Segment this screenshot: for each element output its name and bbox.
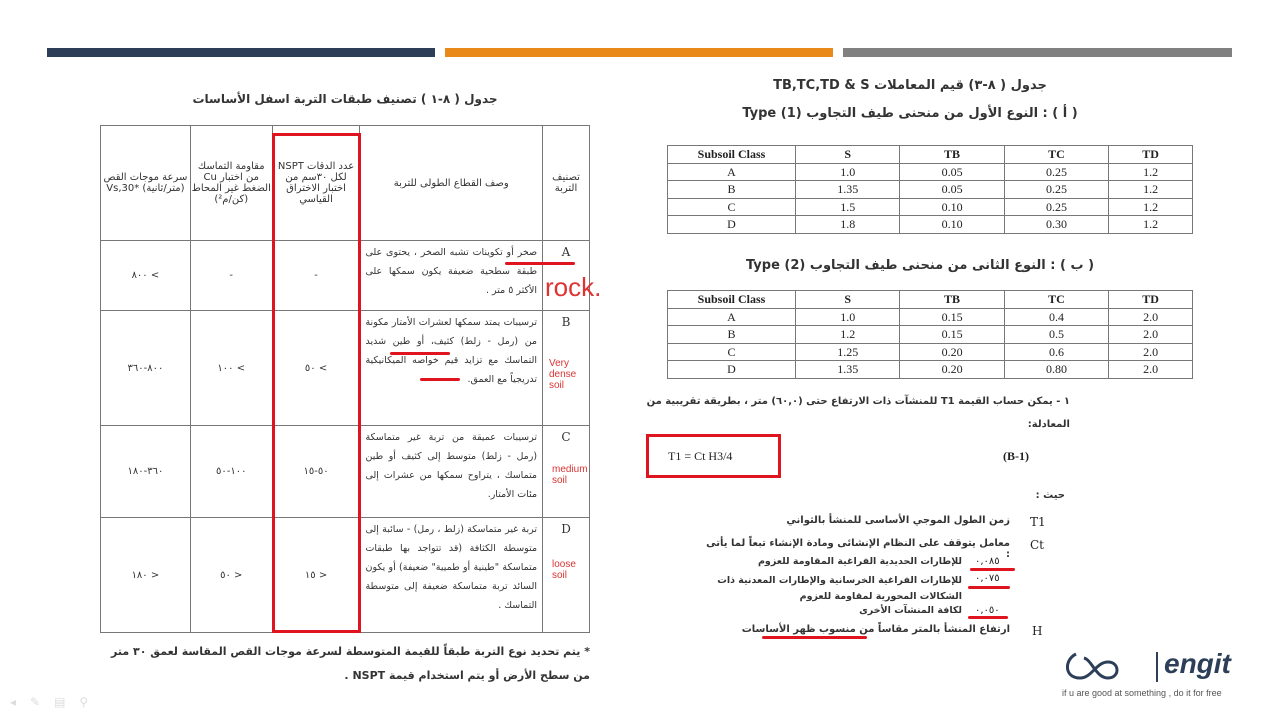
- table-cell: 0.20: [900, 343, 1004, 361]
- table-cell: 1.8: [796, 216, 900, 234]
- underline-annotation: [505, 262, 575, 265]
- ct-text: للإطارات الفراغية الخرسانية والإطارات المعدنية ذات الشكالات المحورية لمقاومة للعزوم: [717, 575, 962, 602]
- annotation-very-dense: Very dense soil: [549, 358, 577, 391]
- header-bar-navy: [47, 48, 435, 57]
- cell-vs: ١٨٠ >: [101, 518, 191, 633]
- column-header: S: [796, 291, 900, 309]
- ct-text: لكافة المنشآت الأخرى: [859, 605, 962, 616]
- table-cell: C: [668, 198, 796, 216]
- table-cell: 0.25: [1004, 198, 1108, 216]
- cell-nspt: ١٥ >: [272, 518, 360, 633]
- ct-text: للإطارات الحديدية الفراغية المقاومة للعزوم: [757, 556, 962, 567]
- table-cell: 1.0: [796, 308, 900, 326]
- cell-class: D: [543, 518, 590, 633]
- table-cell: 0.10: [900, 216, 1004, 234]
- column-header: TD: [1109, 291, 1193, 309]
- table-cell: 2.0: [1109, 343, 1193, 361]
- underline-annotation: [420, 378, 460, 381]
- annotation-rock: rock.: [545, 272, 602, 302]
- table-row: [668, 181, 1193, 199]
- table-cell: 1.35: [796, 361, 900, 379]
- table-cell: A: [668, 163, 796, 181]
- table-row: [668, 163, 1193, 181]
- table-cell: B: [668, 326, 796, 344]
- ct-value: ٠,٠٨٥: [975, 556, 1000, 567]
- type2-title: ( ب ) : النوع الثانى من منحنى طيف التجاوب Type (2): [745, 258, 1095, 273]
- header-bar-orange: [445, 48, 833, 57]
- table-row: [668, 361, 1193, 379]
- table-cell: 1.25: [796, 343, 900, 361]
- table-cell: 1.5: [796, 198, 900, 216]
- table-cell: 1.0: [796, 163, 900, 181]
- table-cell: D: [668, 361, 796, 379]
- cell-vs: ٨٠٠ <: [101, 241, 191, 311]
- table-cell: 0.05: [900, 181, 1004, 199]
- annotation-loose: loose soil: [552, 559, 576, 581]
- where-label: حيث :: [1035, 490, 1065, 501]
- header-desc: وصف القطاع الطولى للتربة: [360, 126, 543, 241]
- slide-controls[interactable]: ◂✎▤⚲: [10, 695, 103, 709]
- table-cell: 1.2: [1109, 181, 1193, 199]
- header-vs: سرعة موجات القص Vs,30* (متر/ثانية): [101, 126, 191, 241]
- table-cell: B: [668, 181, 796, 199]
- nspt-highlight-box: [272, 133, 361, 633]
- cell-desc: صخر أو تكوينات تشبه الصخر ، يحتوى على طبقة سطحية ضعيفة يكون سمكها على الأكثر ٥ متر .: [360, 241, 543, 311]
- def-symbol: Ct: [1030, 538, 1045, 552]
- table-row: [668, 343, 1193, 361]
- cell-nspt: -: [272, 241, 360, 311]
- table-cell: 0.15: [900, 326, 1004, 344]
- def-symbol: H: [1032, 624, 1043, 638]
- cell-nspt: ٥٠-١٥: [272, 426, 360, 518]
- cell-nspt: ٥٠ <: [272, 311, 360, 426]
- column-header: TC: [1004, 291, 1108, 309]
- table-cell: C: [668, 343, 796, 361]
- cell-desc: ترسيبات يمتد سمكها لعشرات الأمتار مكونة من (رمل - زلط) كثيف، أو طين شديد التماسك مع تزايد قيم خواصه الميكانيكية تدريجياً مع العمق.: [360, 311, 543, 426]
- table-cell: 0.6: [1004, 343, 1108, 361]
- table-cell: 0.20: [900, 361, 1004, 379]
- table-cell: 2.0: [1109, 326, 1193, 344]
- cell-class: C: [543, 426, 590, 518]
- def-text: زمن الطول الموجي الأساسى للمنشأ بالثواني: [786, 515, 1010, 526]
- table-cell: 1.2: [796, 326, 900, 344]
- header-nspt: NSPT عدد الدقات لكل ٣٠سم من اختبار الاختراق القياسي: [272, 126, 360, 241]
- table-cell: D: [668, 216, 796, 234]
- annotation-medium: medium soil: [552, 464, 588, 486]
- infinity-logo-icon: [1062, 650, 1142, 684]
- cell-desc: تربة غير متماسكة (زلط ، رمل) - سائبة إلى متوسطة الكثافة (قد تتواجد بها طبقات متماسكة "طينية أو طميية" ضعيفة) أو يكون السائد تربة متماسكة ضعيفة إلى متوسطة التماسك .: [360, 518, 543, 633]
- header-bar-gray: [843, 48, 1232, 57]
- column-header: Subsoil Class: [668, 146, 796, 164]
- table-cell: 0.10: [900, 198, 1004, 216]
- table-header-row: [668, 146, 1193, 164]
- table-cell: 2.0: [1109, 308, 1193, 326]
- formula: T1 = Ct H3/4: [668, 449, 733, 463]
- def-symbol: T1: [1030, 515, 1046, 529]
- cell-class: A: [543, 241, 590, 311]
- cell-vs: ٣٦٠-١٨٠: [101, 426, 191, 518]
- table-row: [668, 308, 1193, 326]
- cell-class: B: [543, 311, 590, 426]
- table-cell: 0.5: [1004, 326, 1108, 344]
- table-cell: 0.30: [1004, 216, 1108, 234]
- table-cell: 0.80: [1004, 361, 1108, 379]
- column-header: TB: [900, 146, 1004, 164]
- cell-desc: ترسيبات عميقة من تربة غير متماسكة (رمل - زلط) متوسط إلى كثيف أو طين متماسك ، يتراوح سمكها من عشرات إلى مئات الأمتار.: [360, 426, 543, 518]
- column-header: TB: [900, 291, 1004, 309]
- ct-value: ٠,٠٥٠: [975, 605, 1000, 616]
- table-cell: 0.25: [1004, 163, 1108, 181]
- table-cell: 1.2: [1109, 216, 1193, 234]
- logo-tagline: if u are good at something , do it for free: [1062, 688, 1222, 698]
- column-header: TD: [1109, 146, 1193, 164]
- type1-title: ( أ ) : النوع الأول من منحنى طيف التجاوب Type (1): [742, 106, 1078, 121]
- table-cell: 0.25: [1004, 181, 1108, 199]
- logo-text: engit: [1164, 648, 1231, 679]
- table-row: [668, 326, 1193, 344]
- cell-cu: ١٠٠-٥٠: [190, 426, 272, 518]
- cell-cu: ١٠٠ <: [190, 311, 272, 426]
- cell-cu: -: [190, 241, 272, 311]
- ct-value: ٠,٠٧٥: [975, 573, 1000, 584]
- cell-cu: ٥٠ >: [190, 518, 272, 633]
- def-text: ارتفاع المنشأ بالمتر مقاساً من منسوب ظهر الأساسات: [741, 624, 1010, 635]
- engit-logo: [1062, 650, 1272, 710]
- table-row: [668, 198, 1193, 216]
- table-cell: 0.15: [900, 308, 1004, 326]
- def-text: معامل يتوقف على النظام الإنشائى ومادة الإنشاء تبعاً لما يأتى :: [706, 538, 1010, 560]
- table-cell: 1.2: [1109, 163, 1193, 181]
- t1-paragraph: ١ - يمكن حساب القيمة T1 للمنشآت ذات الارتفاع حتى (٦٠,٠) متر ، بطريقة تقريبية من المعادلة:: [646, 396, 1070, 430]
- table-cell: A: [668, 308, 796, 326]
- table-cell: 1.2: [1109, 198, 1193, 216]
- column-header: TC: [1004, 146, 1108, 164]
- table-header-row: [668, 291, 1193, 309]
- left-table-title: جدول ( ٨-١ ) تصنيف طبقات التربة اسفل الأساسات: [192, 92, 498, 106]
- formula-label: (B-1): [1003, 449, 1029, 463]
- left-footnote: * يتم تحديد نوع التربة طبقاً للقيمة المتوسطة لسرعة موجات القص المقاسة لعمق ٣٠ متر من سطح الأرض أو يتم استخدام قيمة NSPT .: [111, 645, 590, 682]
- underline-annotation: [968, 586, 1010, 589]
- table-cell: 2.0: [1109, 361, 1193, 379]
- type1-table: [667, 145, 1193, 234]
- underline-annotation: [390, 352, 450, 355]
- cell-vs: ٨٠٠-٣٦٠: [101, 311, 191, 426]
- right-table-title: جدول ( ٨-٣) قيم المعاملات TB,TC,TD & S: [773, 78, 1047, 93]
- table-row: [668, 216, 1193, 234]
- underline-annotation: [970, 568, 1015, 571]
- column-header: Subsoil Class: [668, 291, 796, 309]
- table-cell: 0.4: [1004, 308, 1108, 326]
- header-cu: مقاومة التماسك Cu من اختبار الضغط غير المحاط (كن/م²): [190, 126, 272, 241]
- table-cell: 0.05: [900, 163, 1004, 181]
- column-header: S: [796, 146, 900, 164]
- underline-annotation: [762, 636, 867, 639]
- table-cell: 1.35: [796, 181, 900, 199]
- type2-table: [667, 290, 1193, 379]
- underline-annotation: [968, 616, 1008, 619]
- header-class: تصنيف التربة: [543, 126, 590, 241]
